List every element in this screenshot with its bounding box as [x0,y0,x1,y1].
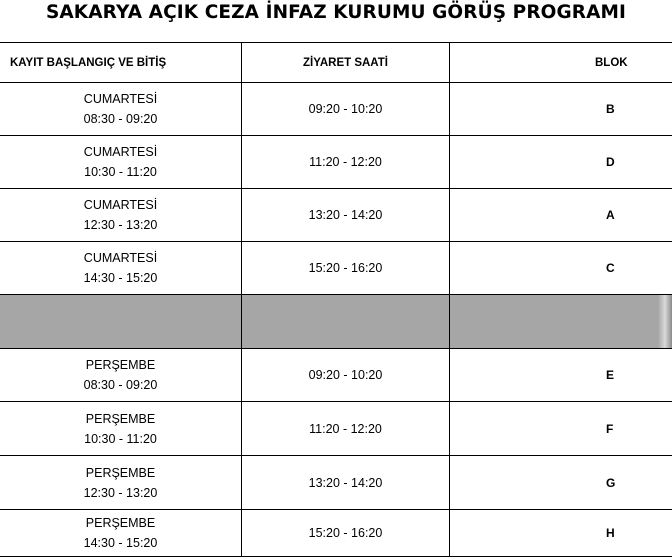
registration-time: 12:30 - 13:20 [83,485,158,500]
table-row [0,135,672,188]
table-row [0,401,672,455]
table-row [0,188,672,241]
day-label: CUMARTESİ [83,251,158,265]
table-row [0,455,672,509]
registration-time: 10:30 - 11:20 [84,165,157,179]
registration-cell [0,402,242,455]
registration-cell [0,510,242,556]
visit-time-cell: 13:20 - 14:20 [242,456,450,509]
registration-cell [0,242,242,294]
table-row [0,509,672,557]
visit-time-cell: 15:20 - 16:20 [242,242,450,294]
day-label: CUMARTESİ [83,92,158,106]
block-label: A [606,208,615,222]
block-cell [450,402,672,455]
registration-time: 12:30 - 13:20 [83,218,158,232]
block-label: C [606,261,615,275]
block-cell [450,242,672,294]
table-row [0,348,672,401]
header-registration: KAYIT BAŞLANGIÇ VE BİTİŞ [0,43,242,82]
separator-cell [450,295,672,348]
table-header-row [0,42,672,82]
visit-time-cell: 09:20 - 10:20 [242,83,450,135]
day-label: PERŞEMBE [85,516,156,530]
day-label: CUMARTESİ [83,198,158,212]
registration-time: 14:30 - 15:20 [83,536,158,550]
registration-cell [0,456,242,509]
separator-edge [658,295,672,348]
registration-cell [0,136,242,188]
block-cell [450,456,672,509]
registration-time: 14:30 - 15:20 [83,271,158,285]
registration-cell [0,189,242,241]
block-label: E [606,368,615,382]
block-label: B [606,102,615,116]
separator-cell [242,295,450,348]
block-label: F [606,421,614,436]
visit-time-cell: 15:20 - 16:20 [242,510,450,556]
day-label: PERŞEMBE [85,411,156,426]
registration-time: 10:30 - 11:20 [84,431,157,446]
table-row [0,82,672,135]
header-visit-time: ZİYARET SAATİ [242,43,450,82]
registration-cell [0,349,242,401]
registration-cell [0,83,242,135]
table-row [0,241,672,294]
block-cell [450,189,672,241]
separator-row [0,294,672,348]
header-block: BLOK [595,56,628,69]
registration-time: 08:30 - 09:20 [83,378,158,392]
block-cell [450,83,672,135]
block-label: G [606,475,616,490]
day-label: CUMARTESİ [83,145,158,159]
visit-time-cell: 09:20 - 10:20 [242,349,450,401]
separator-cell [0,295,242,348]
block-cell [450,136,672,188]
block-label: H [606,526,615,540]
block-label: D [606,155,615,169]
visit-time-cell: 11:20 - 12:20 [242,136,450,188]
page-title: SAKARYA AÇIK CEZA İNFAZ KURUMU GÖRÜŞ PROGRAMI [45,2,627,23]
visit-time-cell: 13:20 - 14:20 [242,189,450,241]
block-cell [450,510,672,556]
block-cell [450,349,672,401]
visit-time-cell: 11:20 - 12:20 [242,402,450,455]
day-label: PERŞEMBE [85,465,156,480]
day-label: PERŞEMBE [85,358,156,372]
registration-time: 08:30 - 09:20 [83,112,158,126]
